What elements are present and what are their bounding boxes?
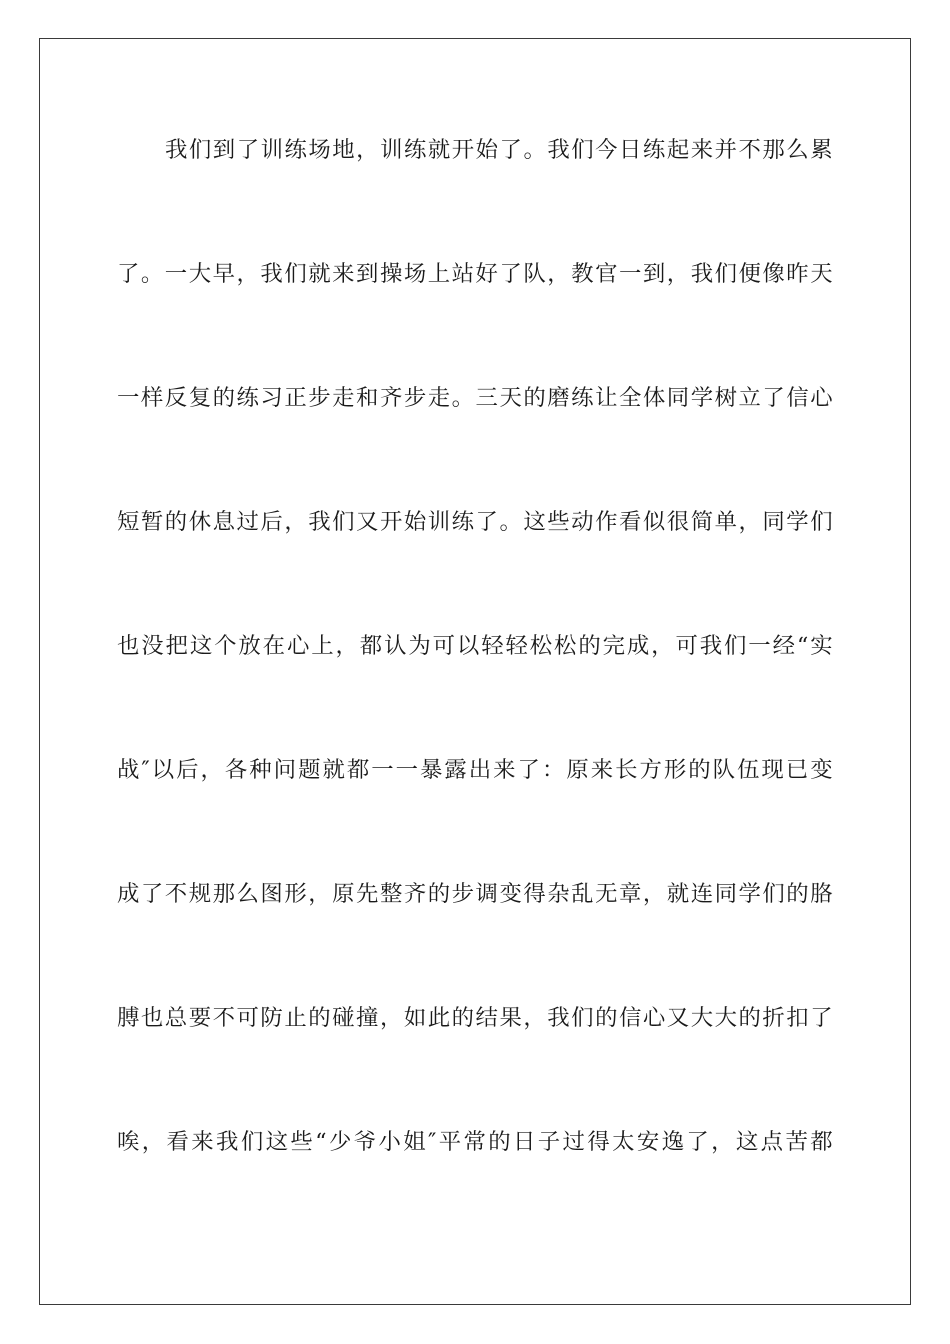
text-line-4: 短暂的休息过后，我们又开始训练了。这些动作看似很简单，同学们 (117, 509, 833, 535)
text-line-5: 也没把这个放在心上，都认为可以轻轻松松的完成，可我们一经“实 (117, 633, 833, 659)
text-line-9: 唉，看来我们这些“少爷小姐″平常的日子过得太安逸了，这点苦都 (117, 1129, 833, 1155)
text-line-7: 成了不规那么图形，原先整齐的步调变得杂乱无章，就连同学们的胳 (117, 881, 833, 907)
document-body (117, 130, 833, 1246)
text-line-1: 我们到了训练场地，训练就开始了。我们今日练起来并不那么累 (165, 137, 833, 163)
text-line-2: 了。一大早，我们就来到操场上站好了队，教官一到，我们便像昨天 (117, 261, 833, 287)
text-line-3: 一样反复的练习正步走和齐步走。三天的磨练让全体同学树立了信心 (117, 385, 833, 411)
text-line-6: 战″以后，各种问题就都一一暴露出来了：原来长方形的队伍现已变 (117, 757, 833, 783)
text-line-8: 膊也总要不可防止的碰撞，如此的结果，我们的信心又大大的折扣了 (117, 1005, 833, 1031)
